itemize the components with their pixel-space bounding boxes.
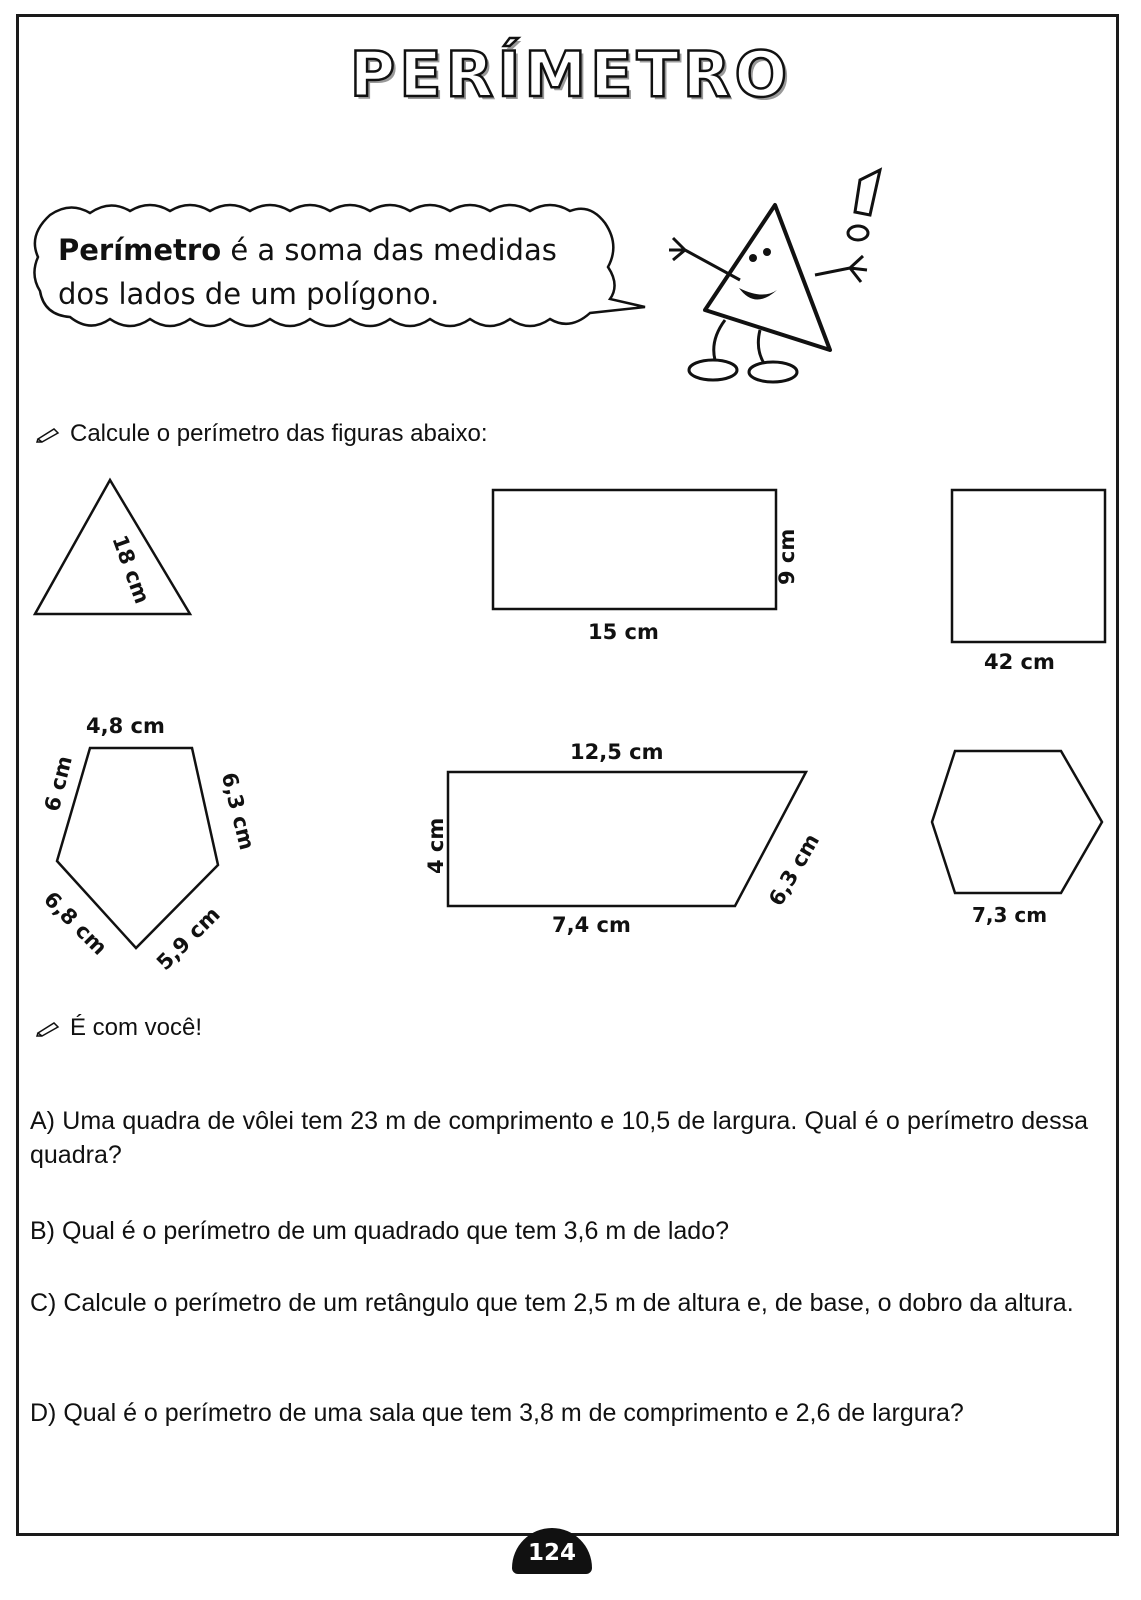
question-d: D) Qual é o perímetro de uma sala que tem 3,8 m de comprimento e 2,6 de largura? — [30, 1399, 964, 1427]
trapezoid-figure — [448, 772, 806, 906]
pentagon-right-upper-label: 6,3 cm — [216, 770, 260, 853]
trapezoid-top-label: 12,5 cm — [570, 740, 664, 764]
page-number: 124 — [512, 1528, 592, 1574]
hexagon-side-label: 7,3 cm — [972, 903, 1048, 927]
rectangle-figure — [493, 490, 776, 609]
question-a: A) Uma quadra de vôlei tem 23 m de comprimento e 10,5 de largura. Qual é o perímetro dessa quadra? — [30, 1107, 1088, 1169]
hexagon-figure — [932, 751, 1102, 893]
pentagon-right-lower-label: 5,9 cm — [152, 902, 225, 975]
rectangle-height-label: 9 cm — [775, 528, 799, 585]
square-side-label: 42 cm — [984, 650, 1055, 674]
instruction-your-turn — [36, 1014, 202, 1042]
rectangle-base-label: 15 cm — [588, 620, 659, 644]
question-c: C) Calcule o perímetro de um retângulo que tem 2,5 m de altura e, de base, o dobro da altura. — [30, 1289, 1074, 1317]
page-title: PERÍMETRO — [349, 38, 792, 111]
definition-line2: dos lados de um polígono. — [58, 277, 440, 311]
trapezoid-left-label: 4 cm — [424, 817, 448, 874]
definition-line1: é a soma das medidas — [221, 233, 557, 267]
question-b: B) Qual é o perímetro de um quadrado que tem 3,6 m de lado? — [30, 1217, 730, 1245]
pentagon-top-label: 4,8 cm — [86, 714, 165, 738]
square-figure — [952, 490, 1105, 642]
instruction-calculate-text: Calcule o perímetro das figuras abaixo: — [70, 420, 488, 447]
pentagon-left-lower-label: 6,8 cm — [39, 887, 112, 960]
pentagon-left-upper-label: 6 cm — [40, 753, 77, 814]
trapezoid-slant-label: 6,3 cm — [764, 829, 825, 910]
trapezoid-bottom-label: 7,4 cm — [552, 913, 631, 937]
triangle-side-label: 18 cm — [107, 532, 155, 607]
instruction-your-turn-text: É com você! — [70, 1014, 203, 1041]
pencil-icon — [36, 1019, 62, 1037]
definition-term: Perímetro — [58, 233, 222, 267]
